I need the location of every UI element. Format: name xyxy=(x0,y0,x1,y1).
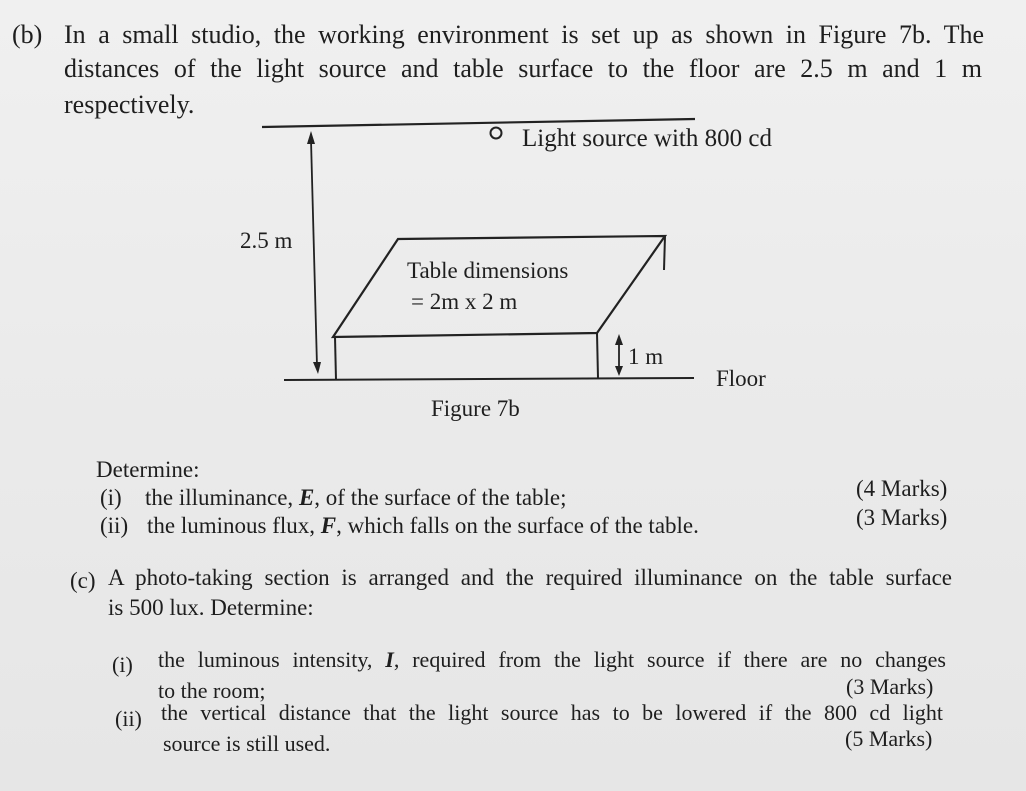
part-c-i-marks: (3 Marks) xyxy=(846,674,934,699)
part-c-label: (c) xyxy=(70,568,96,593)
arrow-up-small-icon xyxy=(615,334,623,345)
symbol-i: I xyxy=(385,647,394,672)
part-c-i-number: (i) xyxy=(112,652,133,677)
part-c-i-line-1 xyxy=(158,645,946,675)
part-b-i-text-before: the illuminance, xyxy=(145,485,299,510)
part-c-ii-line-2: source is still used. xyxy=(163,731,331,756)
part-c-i-line-2: to the room; xyxy=(158,678,266,703)
part-b-label: (b) xyxy=(12,20,43,49)
table-height-label: 1 m xyxy=(628,344,664,369)
table-leg-back xyxy=(664,236,665,270)
part-c-ii-marks: (5 Marks) xyxy=(845,726,933,751)
determine-heading: Determine: xyxy=(96,457,200,482)
part-b-line-2: distances of the light source and table surface to the floor are 2.5 m and 1 m xyxy=(64,54,982,83)
part-b-ii-text xyxy=(147,511,699,541)
part-c-ii-number: (ii) xyxy=(115,706,142,731)
arrow-down-small-icon xyxy=(615,366,623,376)
table-dimensions-line-2: = 2m x 2 m xyxy=(411,289,518,314)
table-top xyxy=(333,236,665,337)
part-c-line-2: is 500 lux. Determine: xyxy=(108,595,314,620)
part-b-line-1: In a small studio, the working environment is set up as shown in Figure 7b. The xyxy=(64,20,984,49)
symbol-e: E xyxy=(298,485,315,510)
arrow-up-icon xyxy=(307,131,315,144)
figure-caption: Figure 7b xyxy=(431,396,520,421)
part-c-line-1: A photo-taking section is arranged and the required illuminance on the table surface xyxy=(108,565,952,590)
part-b-ii-number: (ii) xyxy=(100,513,129,538)
part-c-i-line-1-after: , required from the light source if there are no changes xyxy=(393,647,946,672)
floor-label: Floor xyxy=(716,366,766,391)
part-c-i-line-1-before: the luminous intensity, xyxy=(158,647,386,672)
height-label: 2.5 m xyxy=(240,228,293,253)
part-b-i-number: (i) xyxy=(100,485,122,510)
height-dimension-line xyxy=(311,140,317,366)
arrow-down-icon xyxy=(313,362,321,374)
part-b-ii-marks: (3 Marks) xyxy=(856,505,948,530)
part-b-i-marks: (4 Marks) xyxy=(856,476,948,501)
part-b-ii-text-after: , which falls on the surface of the table. xyxy=(336,513,699,538)
light-source-label: Light source with 800 cd xyxy=(522,125,772,152)
part-b-i-text xyxy=(145,483,567,513)
table-dimensions-line-1: Table dimensions xyxy=(407,258,569,283)
table-leg-right xyxy=(597,333,598,378)
floor-line xyxy=(284,378,694,380)
table-leg-left xyxy=(335,337,336,380)
light-source-icon xyxy=(491,128,502,139)
part-b-ii-text-before: the luminous flux, xyxy=(147,513,321,538)
part-b-line-3: respectively. xyxy=(64,90,195,119)
part-b-i-text-after: , of the surface of the table; xyxy=(314,485,567,510)
symbol-f: F xyxy=(320,513,337,538)
part-c-ii-line-1: the vertical distance that the light source has to be lowered if the 800 cd light xyxy=(161,700,943,725)
